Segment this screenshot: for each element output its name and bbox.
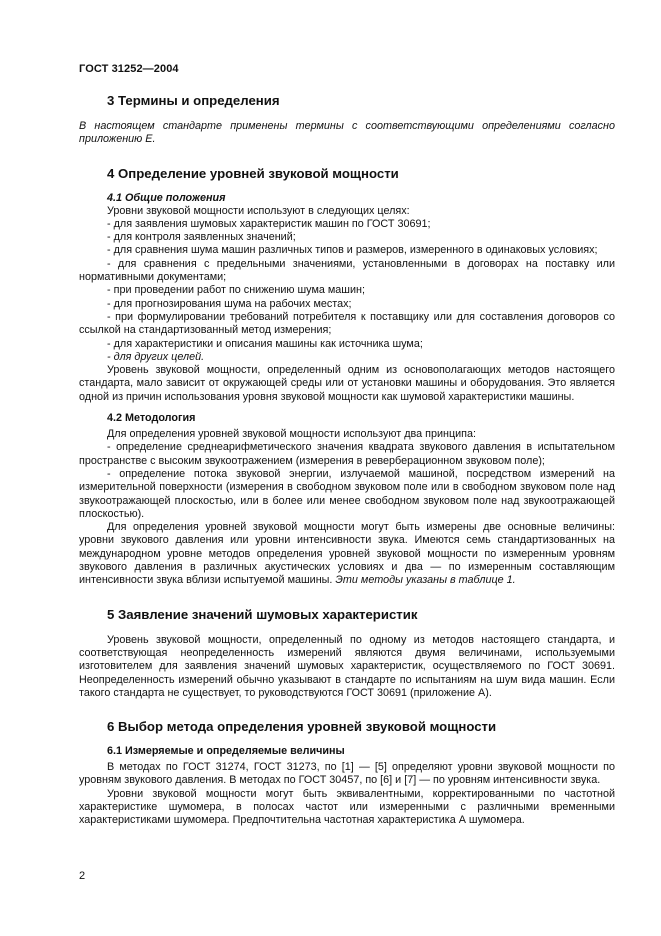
list-item: - при проведении работ по снижению шума машин; bbox=[107, 284, 365, 297]
section-4-title: 4 Определение уровней звуковой мощности bbox=[107, 165, 399, 181]
list-item: - определение среднеарифметического значения квадрата звукового давления в испытательном пространстве с высоким звукоотражением (измерения в реверберационном звуковом поле); bbox=[79, 441, 615, 467]
section-5-text: Уровень звуковой мощности, определенный по одному из методов настоящего стандарта, и соответствующая неопределенность измерений являются двумя величинами, используемыми изготовителем для заявления значений шумовых характеристик, осуществляемого по ГОСТ 30691. Неопределенность измерений обычно указывают в стандарте по испытаниям на шум вида машин. Если такого стандарта не существует, то руководствуются ГОСТ 30691 (приложение А). bbox=[79, 633, 615, 699]
list-item: - при формулировании требований потребителя к поставщику или для составления договоров со ссылкой на стандартизованный метод измерения; bbox=[79, 310, 615, 337]
list-item: - для сравнения с предельными значениями, установленными в договорах на поставку или нормативными документами; bbox=[79, 257, 615, 284]
subsection-4-1-title: 4.1 Общие положения bbox=[107, 191, 226, 204]
subsection-4-2-title: 4.2 Методология bbox=[107, 412, 196, 425]
list-item: - определение потока звуковой энергии, излучаемой машиной, посредством измерений на измерительной поверхности (измерения в свободном звуковом поле или в свободном звуковом поле над звукоотражающей плоскостью, или в более или менее свободном звуковом поле над звукоотражающей плоскостью). bbox=[79, 467, 615, 520]
list-item: - для других целей. bbox=[107, 350, 205, 363]
subsection-4-1-intro: Уровни звуковой мощности используют в следующих целях: bbox=[107, 204, 410, 217]
subsection-6-1-title: 6.1 Измеряемые и определяемые величины bbox=[107, 745, 345, 758]
subsection-6-1-paragraph-2: Уровни звуковой мощности могут быть эквивалентными, корректированными по частотной характеристике шумомера, в полосах частот или измеренными с различными временными характеристиками шумомера. Предпочтительна частотная характеристика А шумомера. bbox=[79, 787, 615, 827]
section-3-text: В настоящем стандарте применены термины с соответствующими определениями согласно приложению Е. bbox=[79, 120, 615, 146]
table-reference: Эти методы указаны в таблице 1. bbox=[335, 574, 516, 587]
subsection-4-1-paragraph: Уровень звуковой мощности, определенный одним из основополагающих методов настоящего стандарта, мало зависит от окружающей среды или от установки машины и оборудования. Это является одной из причин использования уровня звуковой мощности как шумовой характеристики машины. bbox=[79, 364, 615, 403]
paragraph-main-text: Для определения уровней звуковой мощности могут быть измерены две основные величины: уровни звукового давления или уровни интенсивности звука. Имеются семь стандартизованных на международном уровне методов определения уровней звуковой мощности по измеренным уровням звукового давления в различных акустических условиях и два — по измеренным составляющим интенсивности звука вблизи испытуемой машины. bbox=[79, 521, 615, 587]
section-5-title: 5 Заявление значений шумовых характеристик bbox=[107, 606, 418, 622]
list-item: - для прогнозирования шума на рабочих местах; bbox=[107, 297, 352, 310]
page-number: 2 bbox=[79, 870, 86, 882]
section-3-title: 3 Термины и определения bbox=[107, 93, 280, 108]
page-content bbox=[79, 92, 615, 828]
section-6-title: 6 Выбор метода определения уровней звуковой мощности bbox=[107, 719, 497, 735]
list-item: - для характеристики и описания машины как источника шума; bbox=[107, 337, 423, 350]
list-item: - для контроля заявленных значений; bbox=[107, 231, 296, 244]
running-header: ГОСТ 31252—2004 bbox=[79, 63, 179, 75]
subsection-6-1-paragraph-1: В методах по ГОСТ 31274, ГОСТ 31273, по [1] — [5] определяют уровни звуковой мощности по уровням звукового давления. В методах по ГОСТ 30457, по [6] и [7] — по уровням интенсивности звука. bbox=[79, 761, 615, 787]
list-item: - для сравнения шума машин различных типов и размеров, измеренного в одинаковых условиях; bbox=[107, 244, 598, 257]
subsection-4-2-paragraph bbox=[79, 521, 615, 587]
subsection-4-2-intro: Для определения уровней звуковой мощности используют два принципа: bbox=[107, 428, 477, 441]
list-item: - для заявления шумовых характеристик машин по ГОСТ 30691; bbox=[107, 217, 431, 230]
